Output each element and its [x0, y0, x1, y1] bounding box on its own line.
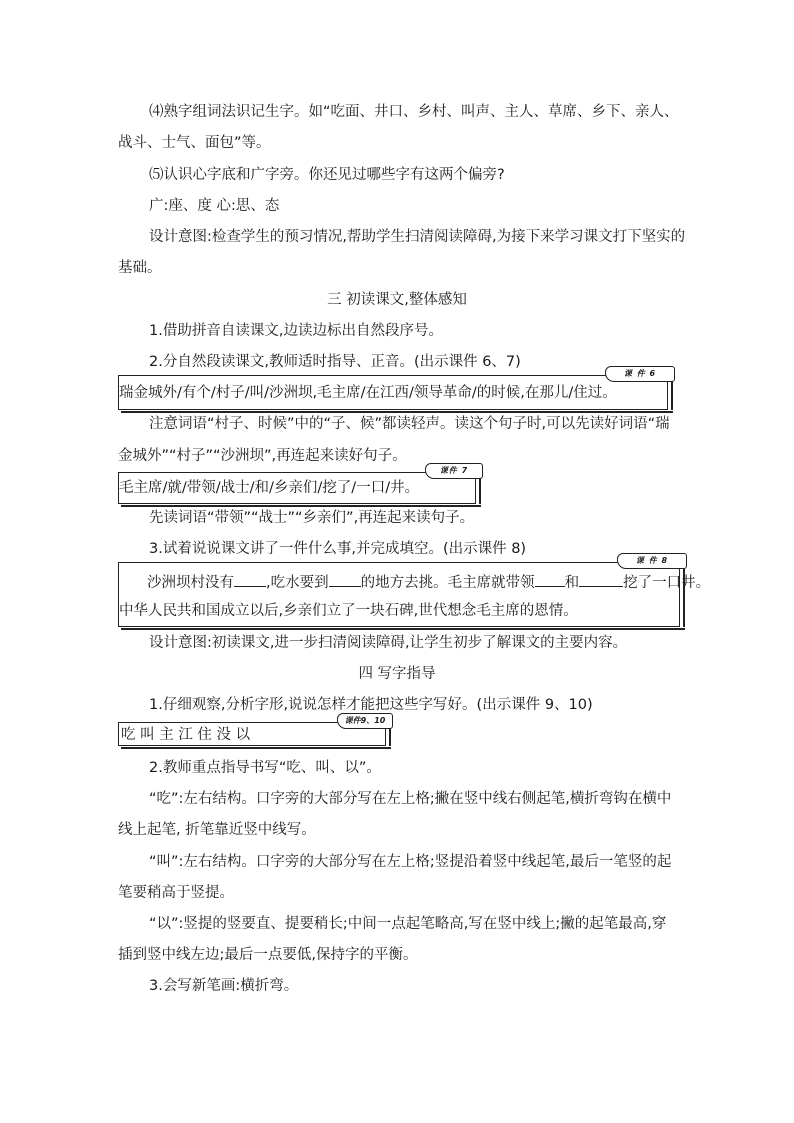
paragraph-line: 3.会写新笔画:横折弯。 — [149, 978, 299, 994]
paragraph-line: ⑷熟字组词法识记生字。如“吃面、井口、乡村、叫声、主人、草席、乡下、亲人、 — [149, 104, 679, 120]
courseware-tag: 课件9、10 — [337, 713, 393, 729]
paragraph-line: 金城外”“村子”“沙洲坝”,再连起来读好句子。 — [118, 448, 407, 464]
paragraph-line: 2.教师重点指导书写“吃、叫、以”。 — [149, 760, 381, 776]
courseware-tag: 课 件 6 — [605, 366, 675, 382]
paragraph-line: 1.借助拼音自读课文,边读边标出自然段序号。 — [149, 323, 443, 339]
answer-blank[interactable] — [329, 572, 361, 587]
courseware-box-7 — [118, 466, 476, 504]
box-text: 瑞金城外/有个/村子/叫/沙洲坝,毛主席/在江西/领导革命/的时候,在那儿/住过。 — [119, 385, 617, 401]
paragraph-line: “以”:竖提的竖要直、提要稍长;中间一点起笔略高,写在竖中线上;撇的起笔最高,穿 — [149, 916, 667, 932]
paragraph-line: “叫”:左右结构。口字旁的大部分写在左上格;竖提沿着竖中线起笔,最后一笔竖的起 — [149, 854, 672, 870]
answer-blank[interactable] — [579, 572, 623, 587]
design-intent: 设计意图:检查学生的预习情况,帮助学生扫清阅读障碍,为接下来学习课文打下坚实的 — [149, 229, 686, 245]
design-intent: 设计意图:初读课文,进一步扫清阅读障碍,让学生初步了解课文的主要内容。 — [149, 635, 628, 651]
paragraph-line: 先读词语“带领”“战士”“乡亲们”,再连起来读句子。 — [149, 510, 475, 526]
courseware-tag: 课 件 8 — [617, 553, 687, 569]
section-title: 三 初读课文,整体感知 — [327, 292, 467, 308]
paragraph-line: 广:座、度 心:思、态 — [149, 198, 280, 214]
character-list: 吃 叫 主 江 住 没 以 — [121, 727, 251, 743]
paragraph-line: 3.试着说说课文讲了一件什么事,并完成填空。(出示课件 8) — [149, 541, 527, 557]
paragraph-line: ⑸认识心字底和广字旁。你还见过哪些字有这两个偏旁? — [149, 167, 505, 183]
box-text: 毛主席/就/带领/战士/和/乡亲们/挖了/一口/井。 — [119, 480, 420, 496]
answer-blank[interactable] — [234, 572, 266, 587]
paragraph-line: 2.分自然段读课文,教师适时指导、正音。(出示课件 6、7) — [149, 354, 521, 370]
paragraph-line: 1.仔细观察,分析字形,说说怎样才能把这些字写好。(出示课件 9、10) — [149, 697, 593, 713]
section-title: 四 写字指导 — [358, 666, 436, 682]
fill-in-line: 沙洲坝村没有 ,吃水要到 的地方去挑。毛主席就带领 和 挖了一口井。 — [147, 572, 710, 593]
courseware-box-8 — [118, 556, 711, 627]
paragraph-line: 笔要稍高于竖提。 — [118, 885, 234, 901]
paragraph-line: 基础。 — [118, 260, 162, 276]
paragraph-line: 插到竖中线左边;最后一点要低,保持字的平衡。 — [118, 947, 418, 963]
courseware-box-9-10 — [118, 716, 386, 746]
paragraph-line: 线上起笔, 折笔靠近竖中线写。 — [118, 822, 316, 838]
paragraph-line: 注意词语“村子、时候”中的“子、候”都读轻声。读这个句子时,可以先读好词语“瑞 — [149, 416, 670, 432]
paragraph-line: 战斗、士气、面包”等。 — [118, 135, 271, 151]
answer-blank[interactable] — [535, 572, 565, 587]
box-text: 中华人民共和国成立以后,乡亲们立了一块石碑,世代想念毛主席的恩情。 — [119, 603, 578, 619]
courseware-tag: 课件 7 — [425, 463, 483, 479]
paragraph-line: “吃”:左右结构。口字旁的大部分写在左上格;撇在竖中线右侧起笔,横折弯钩在横中 — [149, 791, 672, 807]
courseware-box-6 — [118, 369, 668, 410]
